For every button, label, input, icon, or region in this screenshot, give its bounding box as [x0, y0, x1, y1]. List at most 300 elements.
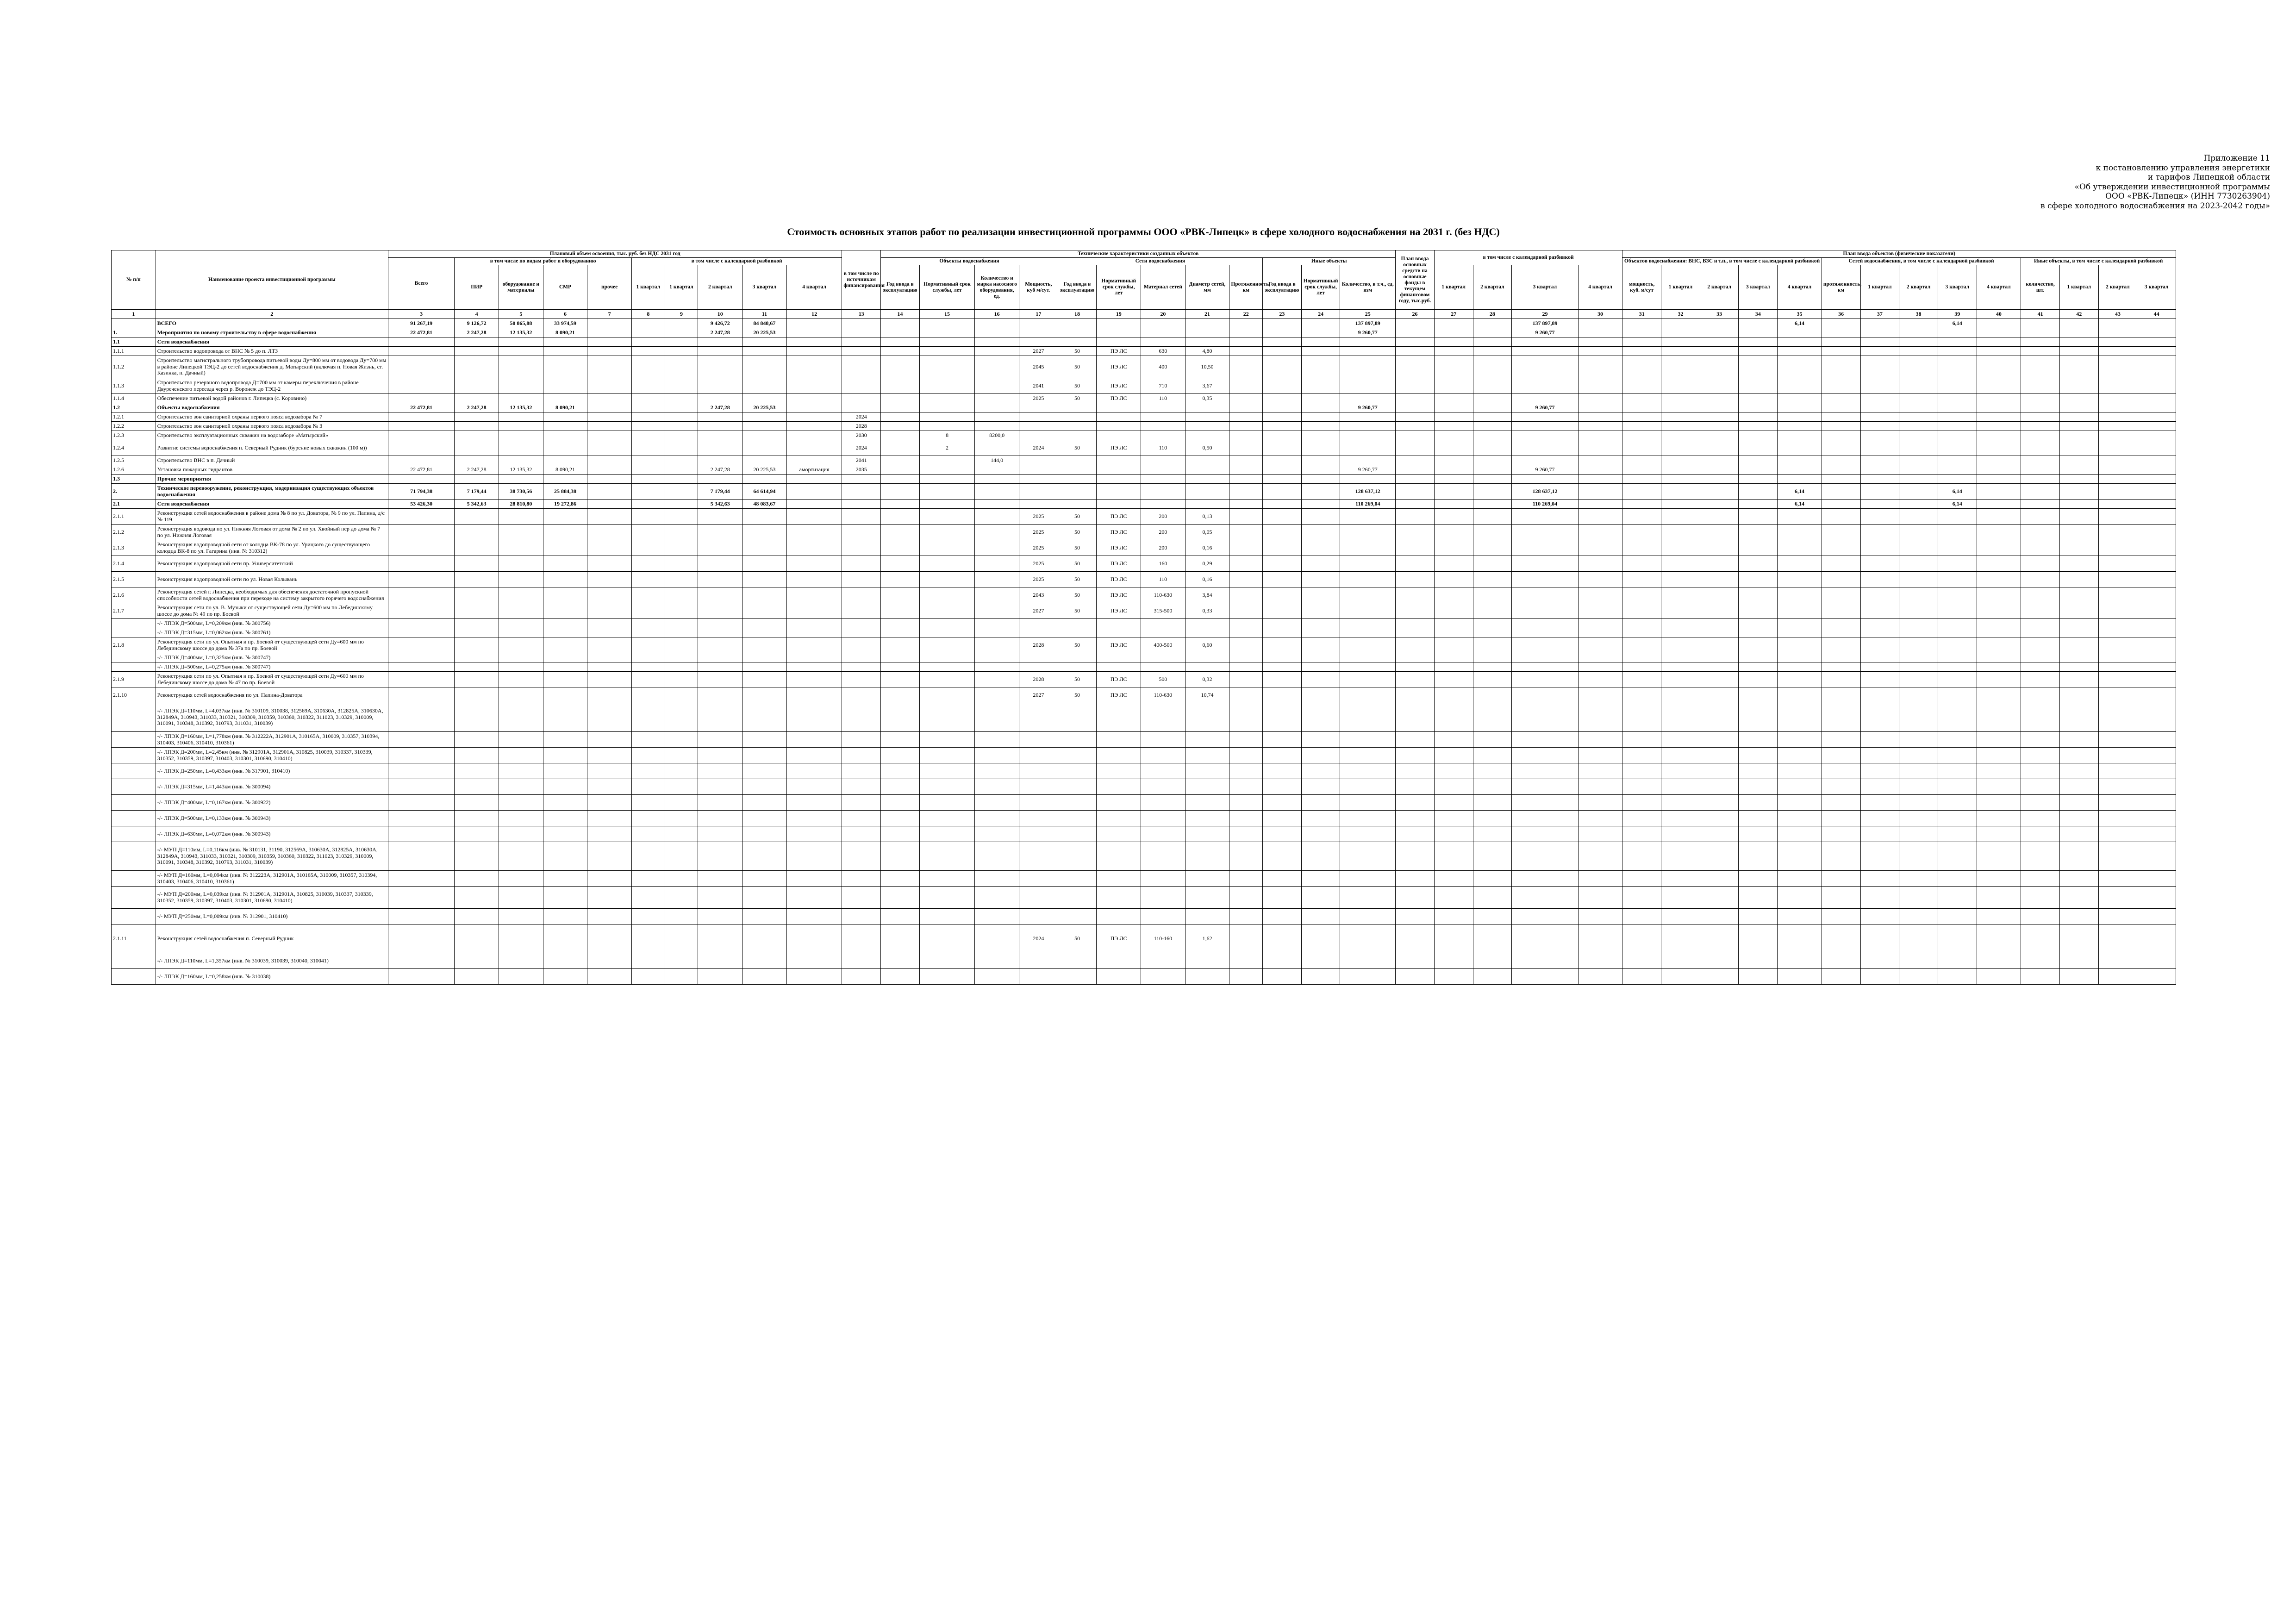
cell-col-26	[1396, 378, 1435, 394]
cell-col-13	[842, 672, 881, 687]
cell-col-7	[587, 748, 632, 763]
cell-col-33	[1700, 394, 1739, 403]
cell-col-7	[587, 842, 632, 871]
cell-col-43	[2098, 871, 2137, 887]
cell-col-7	[587, 887, 632, 909]
table-row	[112, 953, 2176, 969]
cell-col-19: ПЭ ЛС	[1097, 347, 1141, 356]
cell-col-41	[2021, 924, 2060, 953]
column-number: 13	[842, 310, 881, 319]
row-name: -/- ЛПЭК Д=500мм, L=0,275км (инв. № 300747)	[156, 662, 388, 672]
cell-col-41	[2021, 525, 2060, 540]
cell-col-22	[1229, 653, 1263, 662]
cell-col-28	[1473, 347, 1512, 356]
column-number: 23	[1263, 310, 1302, 319]
cell-col-22	[1229, 953, 1263, 969]
cell-col-16	[975, 394, 1019, 403]
row-number	[112, 871, 156, 887]
cell-col-38	[1899, 811, 1938, 826]
cell-col-38	[1899, 556, 1938, 572]
cell-col-32	[1661, 811, 1700, 826]
cell-col-5	[499, 842, 543, 871]
cell-col-18	[1058, 887, 1097, 909]
cell-col-27	[1434, 763, 1473, 779]
cell-col-42	[2059, 969, 2098, 985]
cell-col-37	[1860, 779, 1899, 795]
cell-col-16	[975, 871, 1019, 887]
cell-col-27	[1434, 909, 1473, 924]
cell-col-13	[842, 653, 881, 662]
cell-col-41	[2021, 887, 2060, 909]
cell-col-18	[1058, 732, 1097, 748]
cell-col-8	[631, 871, 665, 887]
cell-col-33	[1700, 540, 1739, 556]
cell-col-11	[742, 603, 787, 619]
cell-col-4	[455, 603, 499, 619]
cell-col-43	[2098, 795, 2137, 811]
cell-col-14	[881, 637, 920, 653]
cell-col-40	[1977, 337, 2021, 347]
cell-col-6	[543, 842, 587, 871]
cell-col-3	[388, 556, 454, 572]
cell-col-30	[1578, 500, 1622, 509]
cell-col-31	[1622, 475, 1661, 484]
row-name: -/- ЛПЭК Д=500мм, L=0,133км (инв. № 300943)	[156, 811, 388, 826]
cell-col-40	[1977, 924, 2021, 953]
row-name: -/- МУП Д=200мм, L=0,039км (инв. № 312901А, 312901А, 310825, 310039, 310337, 310339, 310352, 310359, 310397, 310403, 310301, 310690, 310410)	[156, 887, 388, 909]
cell-col-18	[1058, 953, 1097, 969]
cell-col-6	[543, 347, 587, 356]
cell-col-13	[842, 811, 881, 826]
cell-col-11	[742, 842, 787, 871]
cell-col-3	[388, 763, 454, 779]
cell-col-30	[1578, 587, 1622, 603]
cell-col-36	[1822, 328, 1860, 337]
header-npp: № п/п	[112, 250, 156, 310]
cell-col-42	[2059, 337, 2098, 347]
cell-col-19	[1097, 484, 1141, 500]
cell-col-29	[1512, 412, 1578, 422]
cell-col-20	[1141, 795, 1185, 811]
cell-col-4	[455, 347, 499, 356]
cell-col-42	[2059, 924, 2098, 953]
cell-col-14	[881, 556, 920, 572]
cell-col-7	[587, 394, 632, 403]
cell-col-25: 137 897,89	[1340, 319, 1396, 328]
cell-col-13	[842, 871, 881, 887]
cell-col-25	[1340, 795, 1396, 811]
cell-col-35	[1778, 422, 1822, 431]
cell-col-40	[1977, 422, 2021, 431]
cell-col-39	[1938, 378, 1977, 394]
cell-col-9	[665, 319, 698, 328]
cell-col-10	[698, 603, 742, 619]
cell-col-13	[842, 540, 881, 556]
cell-col-41	[2021, 431, 2060, 440]
cell-col-40	[1977, 440, 2021, 456]
cell-col-16	[975, 687, 1019, 703]
cell-col-34	[1739, 687, 1778, 703]
cell-col-18: 50	[1058, 509, 1097, 525]
cell-col-7	[587, 637, 632, 653]
cell-col-39	[1938, 637, 1977, 653]
cell-col-40	[1977, 687, 2021, 703]
cell-col-13	[842, 748, 881, 763]
cell-col-5	[499, 603, 543, 619]
cell-col-38	[1899, 748, 1938, 763]
cell-col-34	[1739, 619, 1778, 628]
cell-col-29	[1512, 672, 1578, 687]
cell-col-39	[1938, 440, 1977, 456]
cell-col-10	[698, 779, 742, 795]
cell-col-35	[1778, 687, 1822, 703]
cell-col-36	[1822, 431, 1860, 440]
cell-col-40	[1977, 347, 2021, 356]
cell-col-32	[1661, 319, 1700, 328]
cell-col-24	[1301, 456, 1340, 465]
cell-col-32	[1661, 347, 1700, 356]
row-name: Развитие системы водоснабжения п. Северный Рудник (бурение новых скважин (100 м))	[156, 440, 388, 456]
cell-col-32	[1661, 431, 1700, 440]
cell-col-25	[1340, 826, 1396, 842]
cell-col-9	[665, 628, 698, 637]
cell-col-33	[1700, 687, 1739, 703]
cell-col-18: 50	[1058, 587, 1097, 603]
cell-col-26	[1396, 328, 1435, 337]
cell-col-9	[665, 378, 698, 394]
cell-col-16	[975, 422, 1019, 431]
cell-col-39	[1938, 456, 1977, 465]
cell-col-13	[842, 525, 881, 540]
cell-col-3	[388, 871, 454, 887]
cell-col-21	[1185, 779, 1229, 795]
column-number: 33	[1700, 310, 1739, 319]
appendix-line: и тарифов Липецкой области	[2147, 173, 2270, 182]
cell-col-24	[1301, 412, 1340, 422]
cell-col-36	[1822, 687, 1860, 703]
cell-col-39	[1938, 465, 1977, 475]
cell-col-18: 50	[1058, 687, 1097, 703]
cell-col-41	[2021, 811, 2060, 826]
cell-col-9	[665, 653, 698, 662]
cell-col-19	[1097, 909, 1141, 924]
cell-col-3	[388, 628, 454, 637]
cell-col-6	[543, 662, 587, 672]
header-diameter: Диаметр сетей, мм	[1185, 265, 1229, 310]
cell-col-21: 0,35	[1185, 394, 1229, 403]
cell-col-15	[919, 572, 975, 587]
cell-col-32	[1661, 779, 1700, 795]
cell-col-7	[587, 732, 632, 748]
cell-col-14	[881, 347, 920, 356]
cell-col-10	[698, 732, 742, 748]
cell-col-5	[499, 871, 543, 887]
cell-col-27	[1434, 556, 1473, 572]
cell-col-7	[587, 603, 632, 619]
cell-col-10	[698, 687, 742, 703]
cell-col-43	[2098, 672, 2137, 687]
header-other: прочее	[587, 265, 632, 310]
cell-col-37	[1860, 394, 1899, 403]
cell-col-13	[842, 732, 881, 748]
cell-col-31	[1622, 422, 1661, 431]
cell-col-43	[2098, 811, 2137, 826]
cell-col-14	[881, 653, 920, 662]
cell-col-35	[1778, 748, 1822, 763]
cell-col-16	[975, 440, 1019, 456]
cell-col-35	[1778, 732, 1822, 748]
cell-col-43	[2098, 556, 2137, 572]
cell-col-8	[631, 953, 665, 969]
cell-col-43	[2098, 475, 2137, 484]
cell-col-41	[2021, 662, 2060, 672]
cell-col-42	[2059, 811, 2098, 826]
cell-col-17: 2024	[1019, 924, 1058, 953]
header-pq1: 1 квартал	[1434, 265, 1473, 310]
cell-col-19	[1097, 871, 1141, 887]
cell-col-30	[1578, 969, 1622, 985]
cell-col-14	[881, 619, 920, 628]
cell-col-11	[742, 540, 787, 556]
cell-col-34	[1739, 924, 1778, 953]
cell-col-15	[919, 475, 975, 484]
cell-col-7	[587, 703, 632, 732]
cell-col-28	[1473, 328, 1512, 337]
cell-col-43	[2098, 412, 2137, 422]
cell-col-17: 2025	[1019, 509, 1058, 525]
cell-col-14	[881, 924, 920, 953]
cell-col-31	[1622, 431, 1661, 440]
cell-col-5	[499, 412, 543, 422]
cell-col-10	[698, 337, 742, 347]
cell-col-32	[1661, 422, 1700, 431]
cell-col-6	[543, 525, 587, 540]
cell-col-27	[1434, 953, 1473, 969]
cell-col-15	[919, 637, 975, 653]
cell-col-21: 0,05	[1185, 525, 1229, 540]
cell-col-3: 22 472,81	[388, 403, 454, 412]
cell-col-20	[1141, 953, 1185, 969]
cell-col-32	[1661, 748, 1700, 763]
header-qty-mark: Количество и марка насосного оборудования, ед.	[975, 265, 1019, 310]
cell-col-6	[543, 924, 587, 953]
cell-col-29: 9 260,77	[1512, 328, 1578, 337]
cell-col-20: 200	[1141, 540, 1185, 556]
cell-col-34	[1739, 431, 1778, 440]
header-name: Наименование проекта инвестиционной программы	[156, 250, 388, 310]
cell-col-19: ПЭ ЛС	[1097, 356, 1141, 378]
cell-col-24	[1301, 795, 1340, 811]
cell-col-21	[1185, 763, 1229, 779]
cell-col-25	[1340, 732, 1396, 748]
cell-col-31	[1622, 871, 1661, 887]
cell-col-41	[2021, 779, 2060, 795]
cell-col-4	[455, 953, 499, 969]
cell-col-39	[1938, 572, 1977, 587]
cell-col-33	[1700, 378, 1739, 394]
cell-col-26	[1396, 403, 1435, 412]
cell-col-11	[742, 748, 787, 763]
table-row	[112, 572, 2176, 587]
row-number	[112, 953, 156, 969]
cell-col-3	[388, 587, 454, 603]
cell-col-39	[1938, 347, 1977, 356]
cell-col-44	[2137, 826, 2176, 842]
table-row	[112, 431, 2176, 440]
cell-col-37	[1860, 328, 1899, 337]
cell-col-36	[1822, 440, 1860, 456]
cell-col-21: 4,80	[1185, 347, 1229, 356]
cell-col-26	[1396, 703, 1435, 732]
cell-col-13	[842, 328, 881, 337]
cell-col-20: 200	[1141, 525, 1185, 540]
cell-col-43	[2098, 422, 2137, 431]
cell-col-40	[1977, 484, 2021, 500]
column-number: 3	[388, 310, 454, 319]
cell-col-6	[543, 887, 587, 909]
cell-col-14	[881, 763, 920, 779]
cell-col-18	[1058, 456, 1097, 465]
cell-col-18: 50	[1058, 525, 1097, 540]
cell-col-34	[1739, 509, 1778, 525]
cell-col-33	[1700, 732, 1739, 748]
row-number: 1.2	[112, 403, 156, 412]
cell-col-43	[2098, 779, 2137, 795]
cell-col-43	[2098, 378, 2137, 394]
cell-col-10	[698, 509, 742, 525]
cell-col-25	[1340, 572, 1396, 587]
cell-col-19: ПЭ ЛС	[1097, 440, 1141, 456]
cell-col-31	[1622, 456, 1661, 465]
cell-col-34	[1739, 465, 1778, 475]
cell-col-15	[919, 347, 975, 356]
cell-col-13: 2028	[842, 422, 881, 431]
cell-col-12	[786, 422, 842, 431]
cell-col-29	[1512, 653, 1578, 662]
cell-col-43	[2098, 319, 2137, 328]
cell-col-11	[742, 422, 787, 431]
cell-col-43	[2098, 509, 2137, 525]
cell-col-4	[455, 540, 499, 556]
cell-col-4: 2 247,28	[455, 465, 499, 475]
cell-col-16	[975, 475, 1019, 484]
cell-col-13: 2024	[842, 412, 881, 422]
cell-col-34	[1739, 412, 1778, 422]
cell-col-27	[1434, 795, 1473, 811]
cell-col-43	[2098, 909, 2137, 924]
cell-col-4: 9 126,72	[455, 319, 499, 328]
cell-col-3	[388, 572, 454, 587]
cell-col-3	[388, 887, 454, 909]
cell-col-9	[665, 732, 698, 748]
cell-col-7	[587, 337, 632, 347]
cell-col-30	[1578, 953, 1622, 969]
cell-col-6	[543, 687, 587, 703]
cell-col-20	[1141, 456, 1185, 465]
cell-col-4: 2 247,28	[455, 328, 499, 337]
cell-col-16	[975, 347, 1019, 356]
header-wq2: 2 квартал	[1700, 265, 1739, 310]
column-number: 15	[919, 310, 975, 319]
cell-col-12	[786, 328, 842, 337]
cell-col-44	[2137, 328, 2176, 337]
cell-col-27	[1434, 500, 1473, 509]
cell-col-7	[587, 969, 632, 985]
cell-col-23	[1263, 337, 1302, 347]
cell-col-16	[975, 909, 1019, 924]
cell-col-35	[1778, 328, 1822, 337]
cell-col-4	[455, 628, 499, 637]
cell-col-43	[2098, 356, 2137, 378]
cell-col-6	[543, 509, 587, 525]
appendix-line: ООО «РВК-Липецк» (ИНН 7730263904)	[2105, 192, 2270, 201]
cell-col-25	[1340, 637, 1396, 653]
cell-col-33	[1700, 953, 1739, 969]
cell-col-30	[1578, 732, 1622, 748]
cell-col-13	[842, 826, 881, 842]
cell-col-41	[2021, 456, 2060, 465]
cell-col-12	[786, 356, 842, 378]
cell-col-41	[2021, 440, 2060, 456]
cell-col-24	[1301, 509, 1340, 525]
cell-col-19: ПЭ ЛС	[1097, 378, 1141, 394]
cell-col-29: 137 897,89	[1512, 319, 1578, 328]
cell-col-42	[2059, 422, 2098, 431]
cell-col-27	[1434, 431, 1473, 440]
cell-col-38	[1899, 328, 1938, 337]
cell-col-36	[1822, 378, 1860, 394]
cell-col-28	[1473, 431, 1512, 440]
cell-col-36	[1822, 653, 1860, 662]
cell-col-35	[1778, 871, 1822, 887]
cell-col-40	[1977, 500, 2021, 509]
cell-col-12	[786, 909, 842, 924]
row-name: Строительство эксплуатационных скважин на водозаборе «Матырский»	[156, 431, 388, 440]
cell-col-17	[1019, 628, 1058, 637]
cell-col-25	[1340, 412, 1396, 422]
cell-col-33	[1700, 572, 1739, 587]
header-q4: 3 квартал	[742, 265, 787, 310]
cell-col-26	[1396, 509, 1435, 525]
cell-col-34	[1739, 887, 1778, 909]
cell-col-37	[1860, 337, 1899, 347]
appendix-line: Приложение 11	[2203, 154, 2270, 163]
cell-col-11	[742, 763, 787, 779]
cell-col-22	[1229, 871, 1263, 887]
cell-col-33	[1700, 653, 1739, 662]
cell-col-37	[1860, 763, 1899, 779]
cell-col-34	[1739, 871, 1778, 887]
cell-col-40	[1977, 662, 2021, 672]
cell-col-36	[1822, 394, 1860, 403]
cell-col-21	[1185, 653, 1229, 662]
cell-col-32	[1661, 653, 1700, 662]
cell-col-12	[786, 672, 842, 687]
cell-col-22	[1229, 319, 1263, 328]
cell-col-39	[1938, 703, 1977, 732]
cell-col-35	[1778, 603, 1822, 619]
row-name: Установка пожарных гидрантов	[156, 465, 388, 475]
cell-col-40	[1977, 319, 2021, 328]
cell-col-15	[919, 909, 975, 924]
cell-col-6	[543, 811, 587, 826]
cell-col-32	[1661, 465, 1700, 475]
cell-col-26	[1396, 431, 1435, 440]
cell-col-13	[842, 703, 881, 732]
cell-col-11	[742, 924, 787, 953]
cell-col-29	[1512, 826, 1578, 842]
cell-col-22	[1229, 378, 1263, 394]
